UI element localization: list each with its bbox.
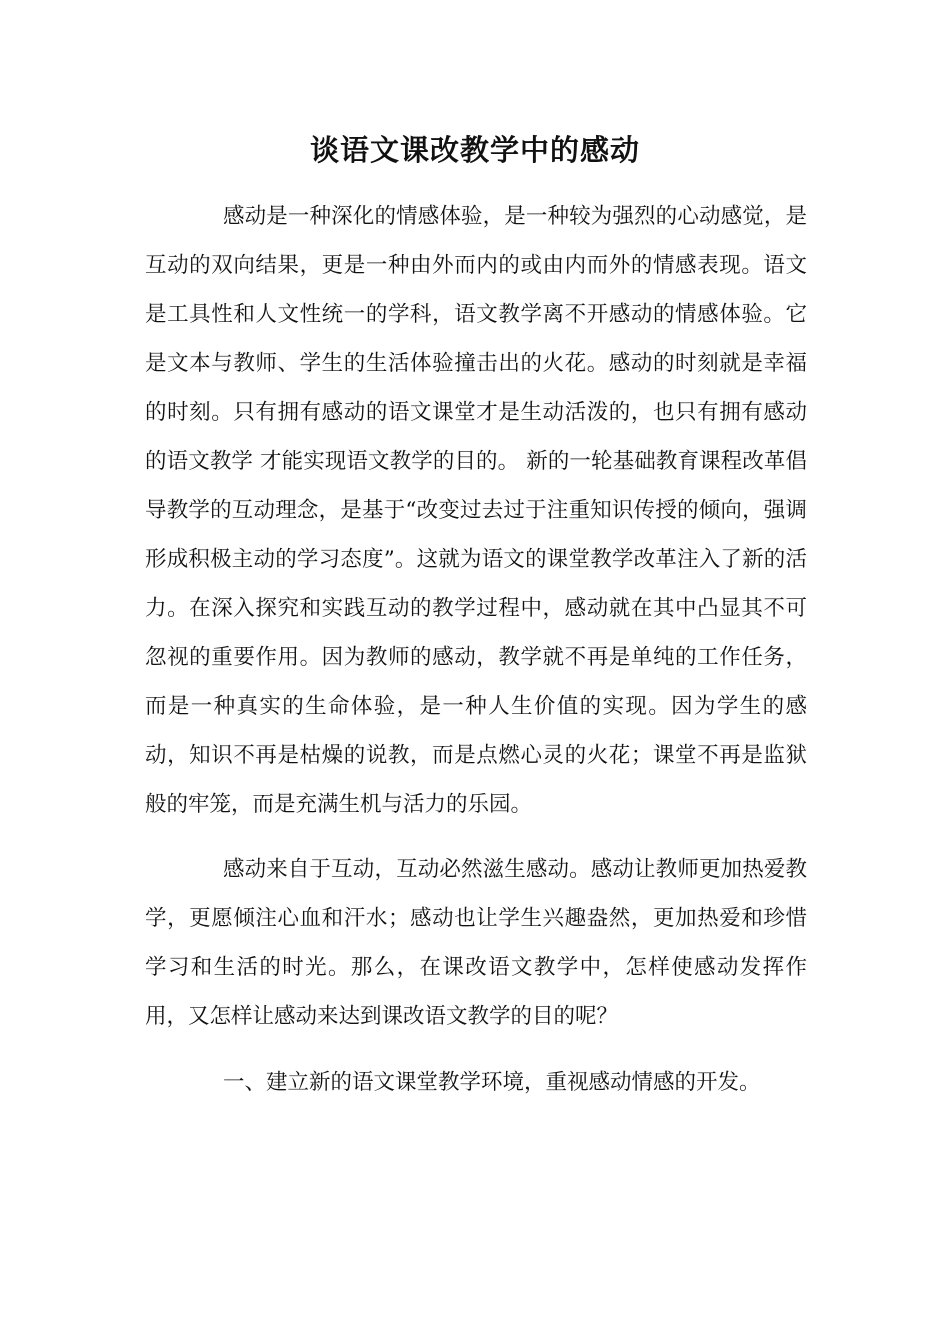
document-title: 谈语文课改教学中的感动 bbox=[309, 133, 640, 167]
paragraph-intro: 感动是一种深化的情感体验，是一种较为强烈的心动感觉，是互动的双向结果，更是一种由外而内的或由内而外的情感表现。语文是工具性和人文性统一的学科，语文教学离不开感动的情感体验。它是文本与教师、学生的生活体验撞击出的火花。感动的时刻就是幸福的时刻。只有拥有感动的语文课堂才是生动活泼的，也只有拥有感动的语文教学 才能实现语文教学的目的。 新的一轮基础教育课程改革倡导教学的互动理念，是基于“改变过去过于注重知识传授的倾向，强调形成积极主动的学习态度”。这就为语文的课堂教学改革注入了新的活力。在深入探究和实践互动的教学过程中，感动就在其中凸显其不可忽视的重要作用。因为教师的感动，教学就不再是单纯的工作任务，而是一种真实的生命体验，是一种人生价值的实现。因为学生的感动，知识不再是枯燥的说教，而是点燃心灵的火花；课堂不再是监狱般的牢笼，而是充满生机与活力的乐园。 bbox=[145, 204, 807, 817]
paragraph-question: 感动来自于互动，互动必然滋生感动。感动让教师更加热爱教学，更愿倾注心血和汗水；感动也让学生兴趣盎然，更加热爱和珍惜学习和生活的时光。那么，在课改语文教学中，怎样使感动发挥作用，又怎样让感动来达到课改语文教学的目的呢？ bbox=[145, 857, 807, 1029]
section-heading-one: 一、建立新的语文课堂教学环境，重视感动情感的开发。 bbox=[223, 1070, 761, 1095]
document-body bbox=[145, 192, 807, 1107]
